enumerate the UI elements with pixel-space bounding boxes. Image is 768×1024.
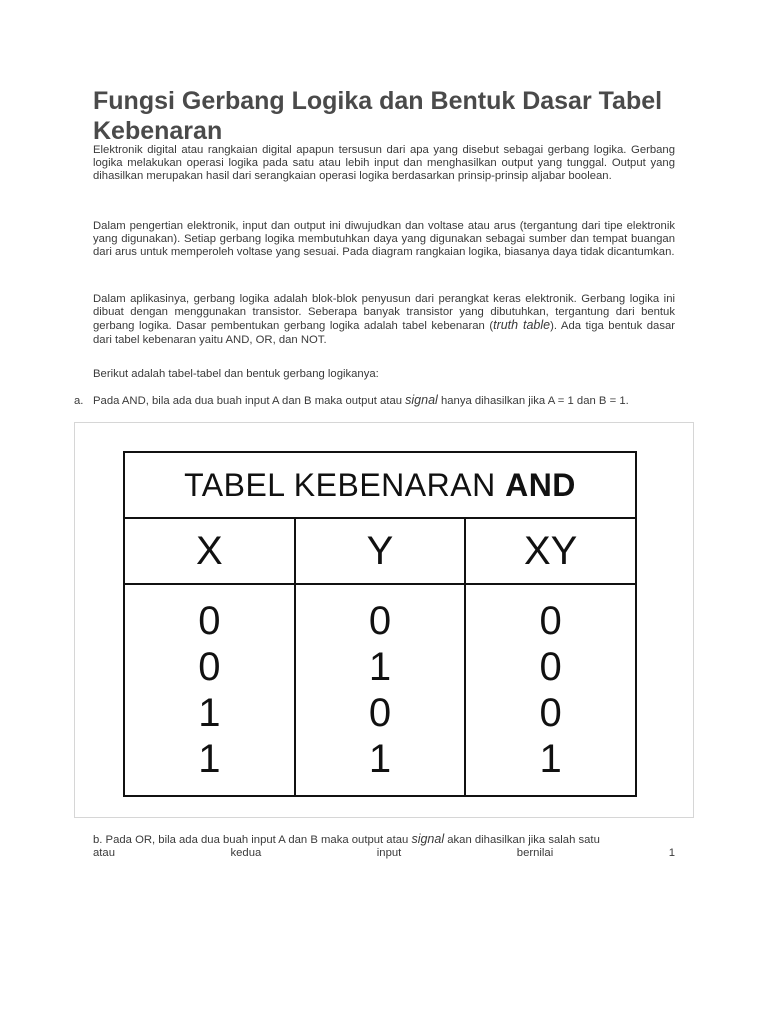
table-cell: 0 xyxy=(198,645,221,689)
list-item-or-text-end: akan dihasilkan jika salah satu xyxy=(444,834,600,846)
column-values-x xyxy=(124,584,295,796)
table-cell: 0 xyxy=(539,691,562,735)
caption-prefix: TABEL KEBENARAN xyxy=(184,466,506,503)
column-header-x: X xyxy=(124,518,295,584)
table-cell: 0 xyxy=(198,599,221,643)
truth-table-and xyxy=(123,451,637,797)
list-item-or-text: b. Pada OR, bila ada dua buah input A dan B maka output atau xyxy=(93,834,412,846)
table-cell: 1 xyxy=(198,691,221,735)
signal-term: signal xyxy=(411,832,445,846)
table-cell: 0 xyxy=(539,645,562,689)
column-header-xy: XY xyxy=(465,518,636,584)
table-cell: 1 xyxy=(368,737,392,781)
table-cell: 1 xyxy=(368,645,392,689)
list-item-label: a. xyxy=(74,395,84,407)
column-values-xy xyxy=(465,584,636,796)
table-cell: 1 xyxy=(539,737,562,781)
paragraph-application-text-end: ). Ada tiga bentuk dasar dari tabel kebenaran yaitu AND, OR, dan NOT. xyxy=(93,320,676,346)
paragraph-application-text: Dalam aplikasinya, gerbang logika adalah blok-blok penyusun dari perangkat keras elektronik. Gerbang logika ini dibuat dengan menggunakan transistor. Seberapa banyak transistor yang dibutuhkan, tergantung dari bentuk gerbang logika. Dasar pembentukan gerbang logika adalah tabel kebenaran ( xyxy=(93,293,675,333)
table-cell: 0 xyxy=(368,599,392,643)
paragraph-intro-tables: Berikut adalah tabel-tabel dan bentuk gerbang logikanya: xyxy=(93,368,379,380)
column-header-y: Y xyxy=(295,518,466,584)
list-item-or-line2: atau kedua input bernilai 1 xyxy=(93,847,675,859)
paragraph-application xyxy=(93,293,675,347)
table-cell: 0 xyxy=(368,691,392,735)
column-values-y xyxy=(295,584,466,796)
list-item-or xyxy=(93,833,675,847)
list-item-and xyxy=(74,394,675,408)
caption-gate: AND xyxy=(505,466,576,503)
truth-table-term: truth table xyxy=(493,318,551,333)
page-title: Fungsi Gerbang Logika dan Bentuk Dasar Tabel Kebenaran xyxy=(93,87,663,145)
table-cell: 1 xyxy=(198,737,221,781)
list-item-and-text-end: hanya dihasilkan jika A = 1 dan B = 1. xyxy=(437,395,629,407)
table-cell: 0 xyxy=(539,599,562,643)
paragraph-electronic: Dalam pengertian elektronik, input dan output ini diwujudkan dan voltase atau arus (tergantung dari tipe elektronik yang digunakan). Setiap gerbang logika membutuhkan daya yang digunakan sebagai sumber dan tempat buangan dari arus untuk memperoleh voltase yang sesuai. Pada diagram rangkaian logika, biasanya daya tidak dicantumkan. xyxy=(93,220,675,259)
list-item-and-text: Pada AND, bila ada dua buah input A dan B maka output atau xyxy=(93,395,406,407)
signal-term: signal xyxy=(405,393,438,407)
paragraph-intro: Elektronik digital atau rangkaian digital apapun tersusun dari apa yang disebut sebagai gerbang logika. Gerbang logika melakukan operasi logika pada satu atau lebih input dan menghasilkan output yang tunggal. Output yang dihasilkan merupakan hasil dari serangkaian operasi logika berdasarkan prinsip-prinsip aljabar boolean. xyxy=(93,144,675,183)
truth-table-caption xyxy=(124,452,636,518)
